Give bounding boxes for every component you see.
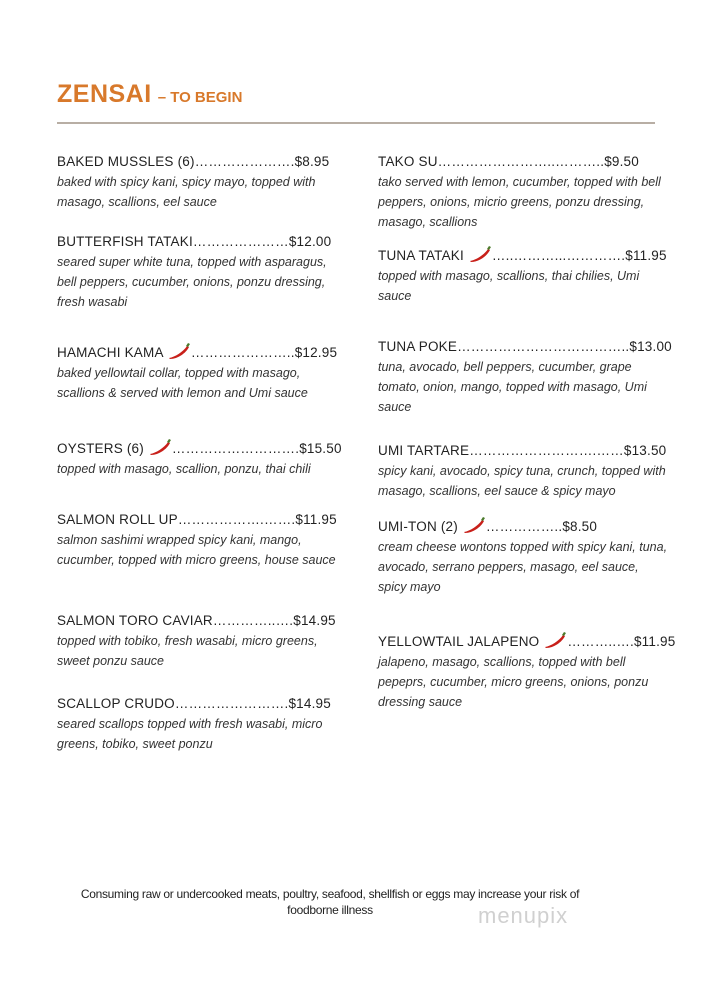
menu-item-name-line [378,441,668,461]
menu-item-dots: ………..…. [567,634,634,649]
section-title-main: ZENSAI [57,80,152,108]
menu-item-price: $11.95 [633,634,676,649]
menu-item [57,342,347,403]
section-title [57,80,242,109]
menu-item-price: $15.50 [299,441,342,456]
menu-item-name: BAKED MUSSLES (6) [57,154,195,169]
menu-item-dots: ……………………….…… [469,443,624,458]
menu-item-price: $9.50 [604,154,639,169]
chili-pepper-icon [148,438,172,456]
chili-pepper-icon [167,342,191,360]
menu-item-description: cream cheese wontons topped with spicy kani, tuna, avocado, serrano peppers, masago, eel sauce, spicy mayo [378,540,668,594]
menu-item-price: $14.95 [293,613,336,628]
menu-item-description: jalapeno, masago, scallions, topped with bell pepeprs, cucumber, micro greens, onions, ponzu dressing sauce [378,655,649,709]
menu-item-name: HAMACHI KAMA [57,345,163,360]
menu-item-description: seared super white tuna, topped with asparagus, bell peppers, cucumber, onions, ponzu dressing, fresh wasabi [57,255,327,309]
menu-item-price: $11.95 [295,512,337,527]
menu-item-name: YELLOWTAIL JALAPENO [378,634,540,649]
menu-item-price: $13.50 [623,443,667,458]
menu-item-description: baked yellowtail collar, topped with masago, scallions & served with lemon and Umi sauce [57,366,308,400]
menu-item [57,438,347,479]
menu-item-dots: …………….. [485,519,563,534]
chili-pepper-icon [543,631,567,649]
menu-item [57,611,347,671]
menu-item-dots: …..………...…………. [491,248,626,263]
menu-item [57,232,347,312]
menu-item-description: topped with masago, scallions, thai chilies, Umi sauce [378,269,640,303]
menu-item-name-line [57,342,347,363]
menu-item-dots: ……………………..……….. [437,154,605,169]
menu-item-price: $11.95 [625,248,667,263]
menu-item-name-line [57,152,347,172]
menu-item-price: $13.00 [629,339,672,354]
menu-item-dots: ………………….. [190,345,295,360]
menu-item-price: $8.95 [294,154,330,169]
menu-item-description: topped with tobiko, fresh wasabi, micro greens, sweet ponzu sauce [57,634,318,668]
menu-item-name-line [57,611,347,631]
menu-item [57,694,347,754]
menu-item-description: tako served with lemon, cucumber, topped with bell peppers, onions, micrio greens, ponzu dressing, masago, scallions [378,175,661,229]
menu-item-name-line [378,516,668,537]
menu-item-description: seared scallops topped with fresh wasabi, micro greens, tobiko, sweet ponzu [57,717,323,751]
menu-item-name-line [378,245,668,266]
menu-item-price: $12.00 [288,234,332,249]
menu-item-name-line [378,631,676,652]
menu-item-price: $8.50 [562,519,598,534]
menu-item-description: tuna, avocado, bell peppers, cucumber, grape tomato, onion, mango, topped with masago, Umi sauce [378,360,647,414]
menu-item [378,152,668,232]
menu-item [378,631,676,712]
menu-item-dots: …………..…. [212,613,294,628]
menu-item-dots: ……………….……. [177,512,296,527]
menu-item-name-line [57,232,347,252]
food-safety-disclaimer: Consuming raw or undercooked meats, poultry, seafood, shellfish or eggs may increase your risk of foodborne illness [80,887,580,917]
menu-item [57,152,347,212]
menu-item [57,510,347,570]
menu-item-price: $14.95 [288,696,331,711]
menu-item-dots: …………………. [194,154,295,169]
chili-pepper-icon [468,245,492,263]
menu-item-name: UMI TARTARE [378,443,470,458]
menu-item-name: BUTTERFISH TATAKI [57,234,193,249]
section-subtitle: – TO BEGIN [157,89,243,106]
menu-item-name: SALMON TORO CAVIAR [57,613,213,628]
menu-item [378,337,672,417]
menu-item-name-line [378,152,668,172]
menu-item-description: baked with spicy kani, spicy mayo, topped with masago, scallions, eel sauce [57,175,316,209]
menu-item-name: TUNA TATAKI [378,248,464,263]
menu-item-name: SCALLOP CRUDO [57,696,175,711]
menu-item-name-line [378,337,672,357]
menu-item-dots: ……………………. [174,696,289,711]
menu-item-name: TAKO SU [378,154,438,169]
menu-item [378,516,668,597]
menu-item-description: spicy kani, avocado, spicy tuna, crunch, topped with masago, scallions, eel sauce & spicy mayo [378,464,666,498]
menu-item-name: OYSTERS (6) [57,441,144,456]
title-divider [57,122,655,124]
menu-item [378,441,668,501]
menu-item-dots: ……………………………….. [457,339,630,354]
menu-item-name: UMI-TON (2) [378,519,458,534]
menu-item-name: SALMON ROLL UP [57,512,178,527]
watermark: menupix [478,903,569,928]
menu-item-name-line [57,694,347,714]
menu-item-dots: ………………………. [171,441,300,456]
menu-item-name-line [57,438,347,459]
menu-item-description: topped with masago, scallion, ponzu, thai chili [57,462,311,476]
menu-item-description: salmon sashimi wrapped spicy kani, mango, cucumber, topped with micro greens, house sauce [57,533,336,567]
menu-item-dots: ………………… [192,234,289,249]
menu-item [378,245,668,306]
menu-item-name-line [57,510,347,530]
menu-item-name: TUNA POKE [378,339,458,354]
menu-item-price: $12.95 [294,345,338,360]
chili-pepper-icon [462,516,486,534]
